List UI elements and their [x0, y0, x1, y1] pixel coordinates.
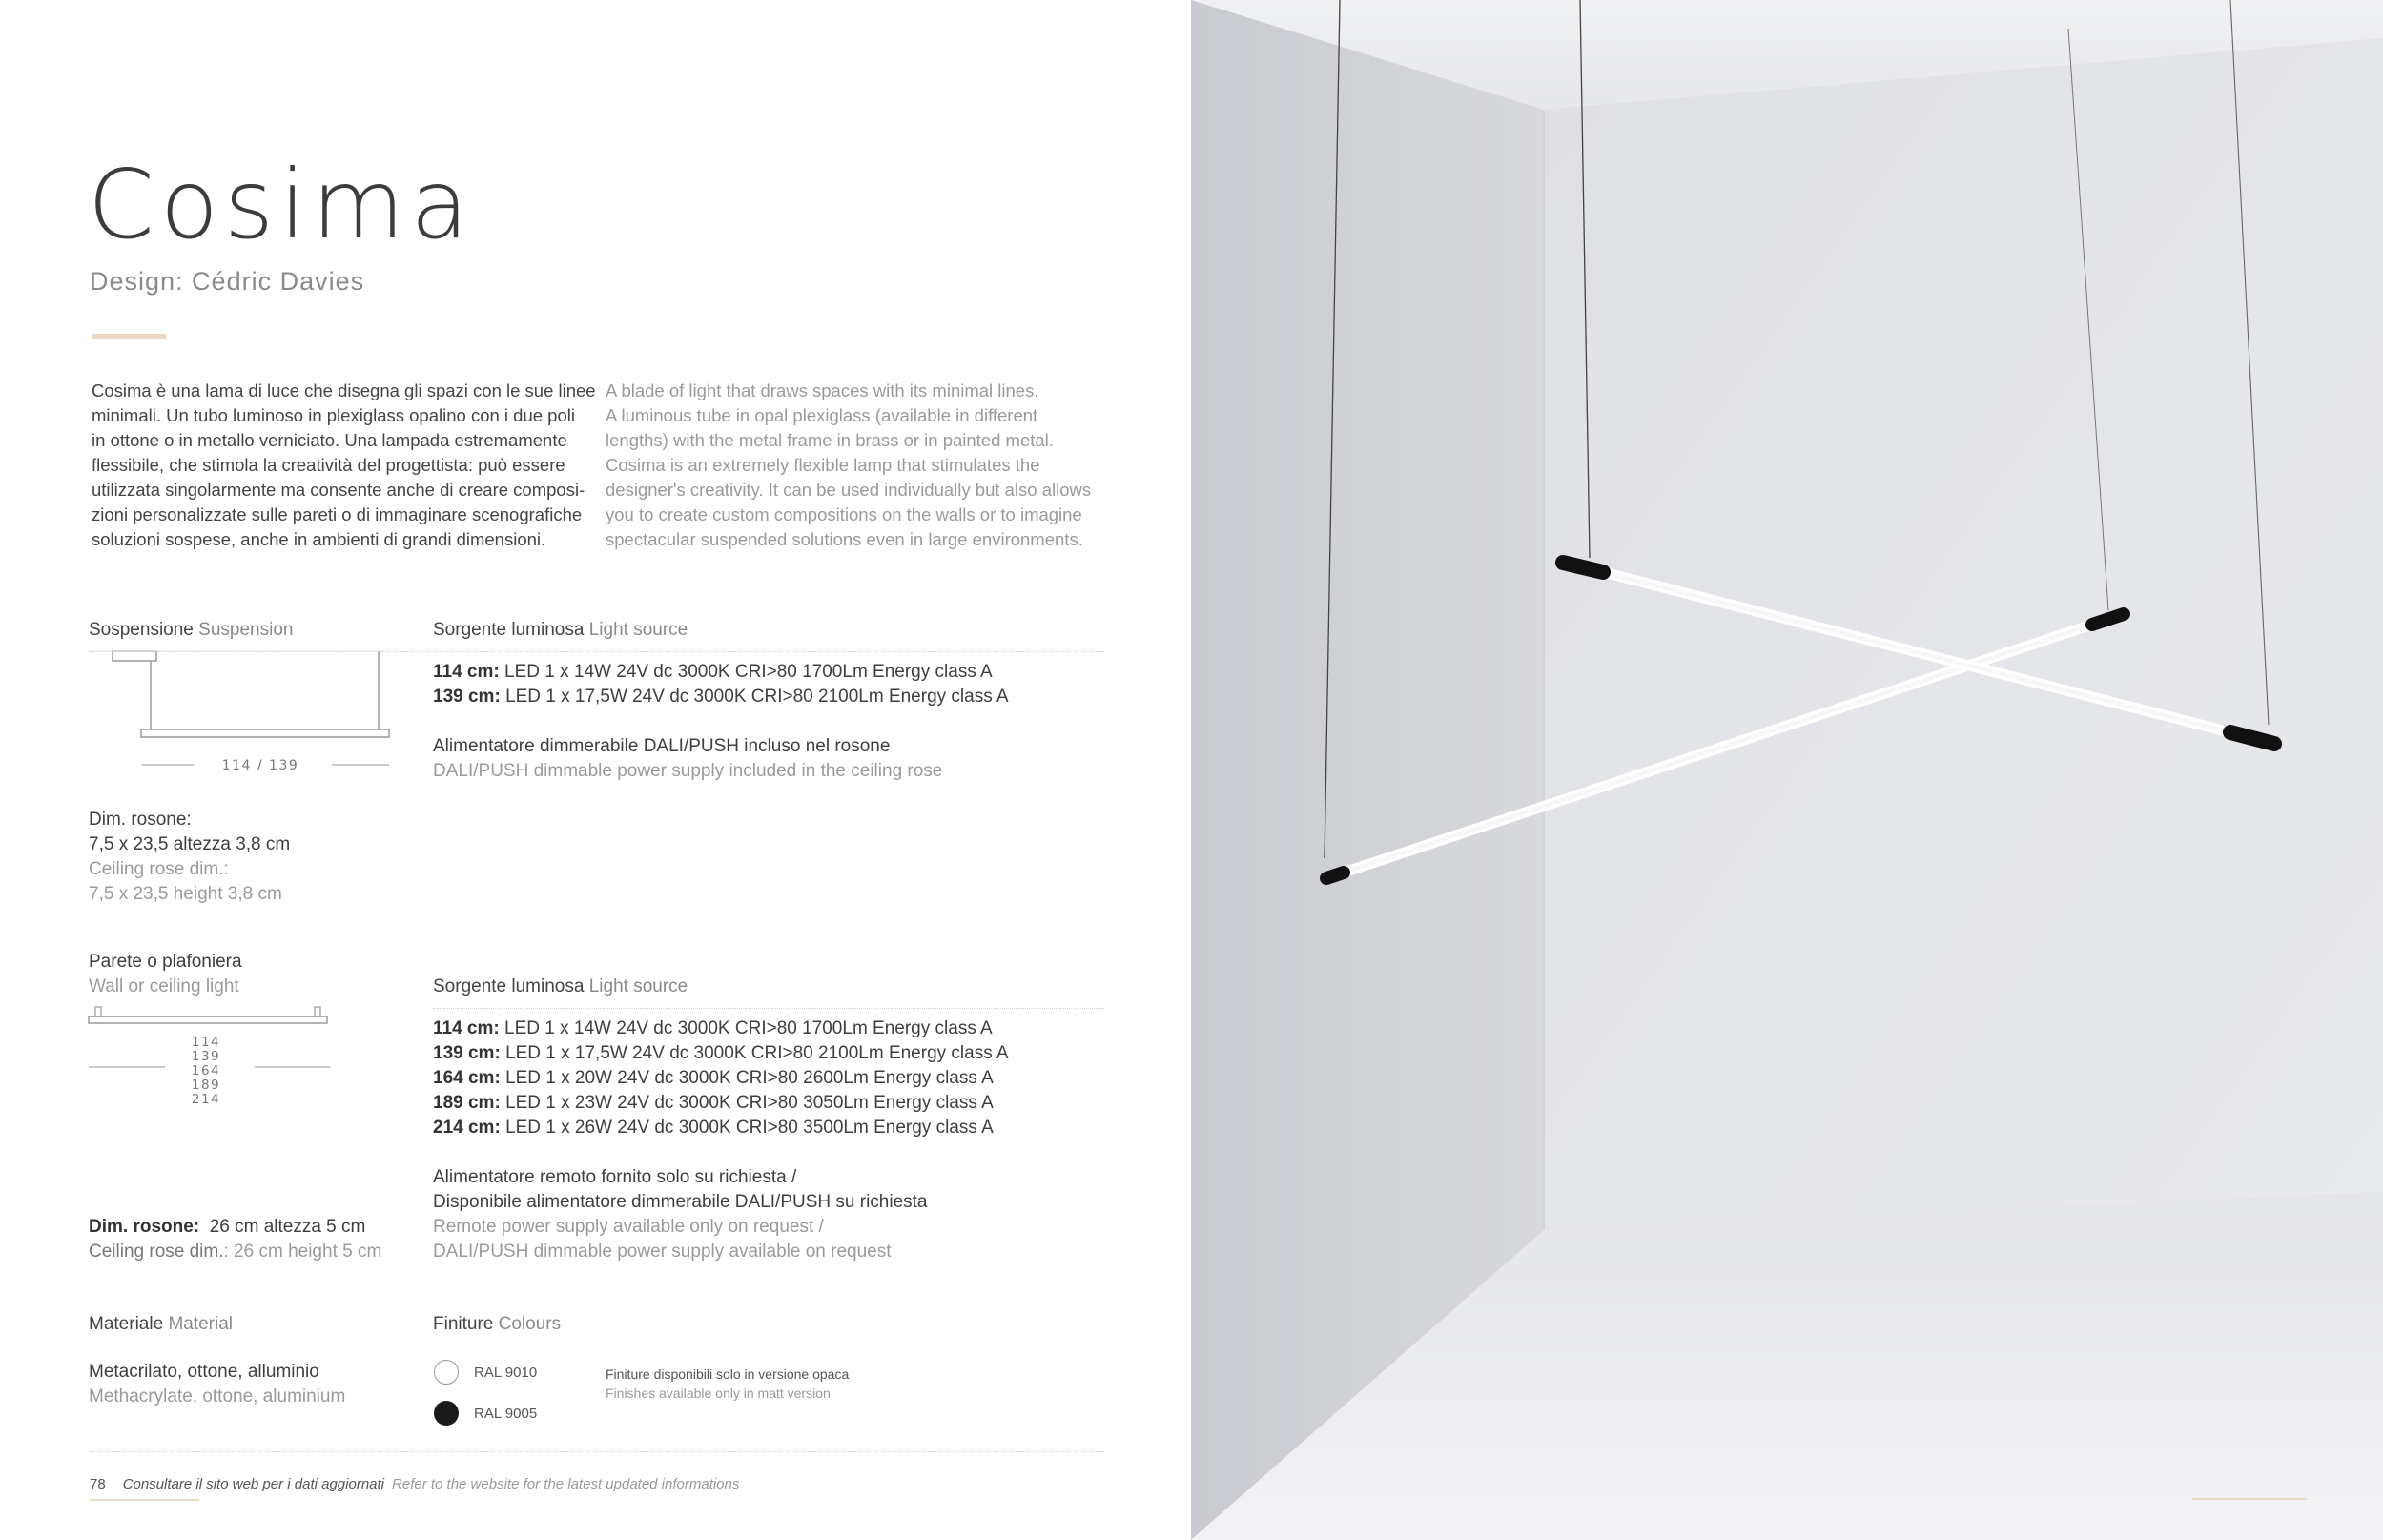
finishes-heading — [433, 1314, 561, 1335]
suspension-label-it: Sospensione — [89, 620, 194, 640]
source-label-it: Sorgente luminosa — [433, 620, 585, 640]
suspension-rose-dimensions — [89, 808, 290, 907]
room-scene — [1191, 0, 2383, 1540]
suspension-source-heading — [433, 620, 688, 641]
footer — [90, 1476, 739, 1492]
source-spec: LED 1 x 17,5W 24V dc 3000K CRI>80 2100Lm Energy class A — [505, 687, 1009, 707]
finishes-note-en: Finishes available only in matt version — [606, 1386, 831, 1401]
rose-label-it: Dim. rosone: — [89, 810, 192, 830]
swatch-ral-9010 — [434, 1360, 459, 1385]
wall-diagram — [86, 1004, 343, 1109]
source-size: 189 cm: — [433, 1093, 501, 1113]
suspension-source-list — [433, 660, 1009, 709]
rose-value-en: : 26 cm height 5 cm — [223, 1242, 382, 1262]
lamp-body-shape — [141, 729, 389, 737]
wall-source-list — [433, 1016, 1009, 1140]
back-wall — [1544, 38, 2383, 1230]
source-size: 164 cm: — [433, 1068, 501, 1088]
source-size: 114 cm: — [433, 1018, 500, 1038]
desc-line: Cosima is an extremely flexible lamp that stimulates the — [606, 455, 1040, 475]
desc-line: soluzioni sospese, anche in ambienti di grandi dimensioni. — [92, 529, 546, 549]
source-spec: LED 1 x 26W 24V dc 3000K CRI>80 3500Lm Energy class A — [505, 1118, 994, 1138]
rose-value-it: 7,5 x 23,5 altezza 3,8 cm — [89, 834, 291, 854]
suspension-diagram — [89, 648, 403, 782]
wall-length-label: 164 — [191, 1063, 221, 1078]
source-size: 139 cm: — [433, 1043, 501, 1063]
source-row — [433, 1091, 1009, 1116]
finishes-label-it: Finiture — [433, 1314, 494, 1334]
suspension-heading — [89, 620, 293, 641]
source-spec: LED 1 x 14W 24V dc 3000K CRI>80 1700Lm Energy class A — [504, 1018, 993, 1038]
source-size: 139 cm: — [433, 687, 501, 707]
power-note-en: Remote power supply available only on request / — [433, 1217, 824, 1237]
source-label-it: Sorgente luminosa — [433, 976, 585, 996]
desc-line: in ottone o in metallo verniciato. Una lampada estremamente — [92, 430, 567, 450]
desc-line: minimali. Un tubo luminoso in plexiglass opalino con i due poli — [92, 405, 575, 425]
divider — [433, 1008, 1104, 1009]
power-note-en: DALI/PUSH dimmable power supply available on request — [433, 1242, 892, 1262]
material-heading — [89, 1314, 233, 1335]
source-spec: LED 1 x 23W 24V dc 3000K CRI>80 3050Lm Energy class A — [505, 1093, 994, 1113]
wall-length-label: 214 — [191, 1092, 221, 1107]
wall-length-label: 139 — [191, 1049, 221, 1064]
suspension-length-label: 114 / 139 — [221, 758, 299, 773]
page-title: Cosima — [88, 149, 475, 260]
material-value — [89, 1360, 345, 1409]
material-en: Methacrylate, ottone, aluminium — [89, 1386, 346, 1407]
rose-row-en — [89, 1240, 381, 1264]
finishes-note — [606, 1365, 849, 1403]
tube-end-cap — [1326, 873, 1344, 878]
desc-line: utilizzata singolarmente ma consente anche di creare composi- — [92, 480, 585, 500]
product-photo — [1191, 0, 2383, 1540]
wall-label-en: Wall or ceiling light — [89, 976, 239, 996]
footer-note-en: Refer to the website for the latest updated informations — [392, 1476, 740, 1492]
desc-line: A blade of light that draws spaces with its minimal lines. — [606, 380, 1039, 400]
source-spec: LED 1 x 20W 24V dc 3000K CRI>80 2600Lm Energy class A — [505, 1068, 994, 1088]
desc-line: zioni personalizzate sulle pareti o di immaginare scenografiche — [92, 504, 583, 524]
rose-row-it — [89, 1215, 381, 1240]
desc-line: A luminous tube in opal plexiglass (available in different — [606, 405, 1038, 425]
wall-length-label: 189 — [191, 1078, 221, 1093]
desc-line: designer's creativity. It can be used individually but also allows — [606, 480, 1092, 500]
source-size: 114 cm: — [433, 662, 500, 682]
rose-value-it: 26 cm altezza 5 cm — [209, 1217, 366, 1237]
rose-label-en: Ceiling rose dim.: — [89, 859, 229, 879]
wall-length-label: 114 — [191, 1035, 221, 1050]
wall-heading — [89, 950, 242, 999]
rose-value-en: 7,5 x 23,5 height 3,8 cm — [89, 884, 282, 904]
desc-line: you to create custom compositions on the walls or to imagine — [606, 504, 1082, 524]
material-label-en: Material — [168, 1314, 234, 1334]
wall-mount-shape — [315, 1007, 320, 1016]
finish-name: RAL 9005 — [474, 1406, 538, 1422]
finishes-label-en: Colours — [498, 1314, 562, 1334]
source-row — [433, 1041, 1009, 1066]
desc-line: flessibile, che stimola la creatività del progettista: può essere — [92, 455, 565, 475]
source-row — [433, 1066, 1009, 1091]
wall-label-it: Parete o plafoniera — [89, 952, 242, 972]
material-label-it: Materiale — [89, 1314, 164, 1334]
swatch-ral-9005 — [434, 1401, 459, 1426]
source-row — [433, 660, 1009, 685]
footer-note-it: Consultare il sito web per i dati aggiornati — [122, 1476, 385, 1492]
power-note-en: DALI/PUSH dimmable power supply included in the ceiling rose — [433, 761, 943, 781]
wall-rose-dimensions — [89, 1215, 381, 1264]
footer-accent — [90, 1499, 199, 1501]
source-size: 214 cm: — [433, 1118, 501, 1138]
desc-line: spectacular suspended solutions even in large environments. — [606, 529, 1083, 549]
power-note-it: Alimentatore remoto fornito solo su richiesta / — [433, 1167, 797, 1187]
material-it: Metacrilato, ottone, alluminio — [89, 1362, 319, 1382]
divider — [89, 1451, 1104, 1452]
power-note-it: Alimentatore dimmerabile DALI/PUSH incluso nel rosone — [433, 736, 891, 756]
finish-name: RAL 9010 — [474, 1365, 538, 1381]
description-english — [606, 379, 1120, 552]
page-number: 78 — [90, 1476, 106, 1492]
description-italian — [92, 379, 597, 552]
source-spec: LED 1 x 14W 24V dc 3000K CRI>80 1700Lm Energy class A — [504, 662, 993, 682]
source-label-en: Light source — [588, 620, 688, 640]
finishes-note-it: Finiture disponibili solo in versione opaca — [606, 1366, 850, 1382]
power-note-it: Disponibile alimentatore dimmerabile DALI/PUSH su richiesta — [433, 1192, 928, 1212]
rose-label-en: Ceiling rose dim. — [89, 1242, 224, 1262]
suspension-label-en: Suspension — [198, 620, 294, 640]
wall-mount-shape — [95, 1007, 101, 1016]
spec-page — [0, 0, 1191, 1540]
ceiling-rose-shape — [113, 651, 156, 661]
source-label-en: Light source — [588, 976, 688, 996]
wall-power-info — [433, 1165, 928, 1264]
lamp-body-shape — [89, 1016, 327, 1023]
tube-end-cap — [1563, 563, 1603, 572]
source-row — [433, 685, 1009, 709]
source-row — [433, 1116, 1009, 1140]
rose-label-it: Dim. rosone: — [89, 1217, 200, 1237]
desc-line: lengths) with the metal frame in brass or in painted metal. — [606, 430, 1054, 450]
designer-credit: Design: Cédric Davies — [90, 267, 365, 296]
wall-source-heading — [433, 976, 688, 997]
source-row — [433, 1016, 1009, 1041]
source-spec: LED 1 x 17,5W 24V dc 3000K CRI>80 2100Lm Energy class A — [505, 1043, 1009, 1063]
desc-line: Cosima è una lama di luce che disegna gli spazi con le sue linee — [92, 380, 596, 400]
accent-rule — [92, 334, 166, 339]
suspension-power-info — [433, 734, 942, 784]
